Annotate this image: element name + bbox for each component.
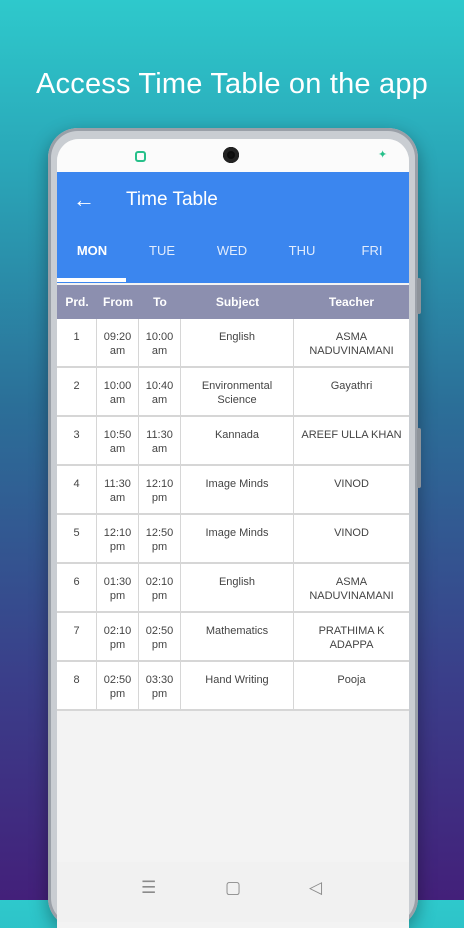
cell-period: 1 [57, 319, 97, 366]
cell-to: 12:10 pm [139, 466, 181, 513]
cell-from: 12:10 pm [97, 515, 139, 562]
table-row [57, 319, 409, 368]
day-tabs [57, 231, 409, 283]
cell-from: 02:10 pm [97, 613, 139, 660]
table-row [57, 466, 409, 515]
table-row [57, 368, 409, 417]
phone-frame [48, 128, 418, 928]
cell-from: 02:50 pm [97, 662, 139, 709]
cell-from: 10:50 am [97, 417, 139, 464]
cell-from: 11:30 am [97, 466, 139, 513]
cell-teacher: PRATHIMA K ADAPPA [318, 625, 385, 651]
cell-period: 8 [57, 662, 97, 709]
table-row [57, 613, 409, 662]
cell-to: 02:10 pm [139, 564, 181, 611]
cell-to: 12:50 pm [139, 515, 181, 562]
table-header [57, 285, 409, 319]
cell-subject: English [181, 319, 294, 366]
cell-teacher: Gayathri [330, 380, 373, 392]
tab-wed[interactable]: WED [216, 243, 248, 258]
cell-teacher: AREEF ULLA KHAN [301, 429, 402, 441]
header-subject: Subject [215, 295, 260, 309]
tab-fri[interactable]: FRI [361, 243, 383, 258]
cell-teacher: VINOD [334, 478, 369, 490]
tab-thu[interactable]: THU [288, 243, 316, 258]
cell-subject: Kannada [181, 417, 294, 464]
cell-period: 5 [57, 515, 97, 562]
cell-period: 6 [57, 564, 97, 611]
cell-from: 01:30 pm [97, 564, 139, 611]
header-teacher: Teacher [328, 295, 375, 309]
cell-to: 10:00 am [139, 319, 181, 366]
cell-to: 10:40 am [139, 368, 181, 415]
cell-subject: Image Minds [181, 466, 294, 513]
table-row [57, 662, 409, 711]
cell-to: 11:30 am [139, 417, 181, 464]
cell-period: 3 [57, 417, 97, 464]
cell-subject: English [181, 564, 294, 611]
app-bar [57, 172, 409, 231]
camera-icon [223, 147, 239, 163]
page-title: Time Table [126, 189, 218, 210]
cell-to: 02:50 pm [139, 613, 181, 660]
cell-subject: Mathematics [181, 613, 294, 660]
cell-period: 4 [57, 466, 97, 513]
active-tab-indicator [57, 278, 126, 282]
cell-period: 2 [57, 368, 97, 415]
battery-charging-icon: ✦ [378, 149, 388, 161]
volume-button [417, 278, 421, 314]
header-period: Prd. [65, 295, 89, 309]
app-indicator-icon [135, 151, 146, 162]
promo-headline: Access Time Table on the app [36, 68, 428, 100]
cell-subject: Hand Writing [181, 662, 294, 709]
cell-from: 10:00 am [97, 368, 139, 415]
tab-mon[interactable]: MON [76, 243, 108, 258]
cell-to: 03:30 pm [139, 662, 181, 709]
arrow-left-icon[interactable]: ← [73, 187, 95, 212]
system-nav-bar [57, 862, 409, 922]
menu-icon[interactable]: ☰ [141, 878, 157, 897]
cell-period: 7 [57, 613, 97, 660]
cell-teacher: Pooja [337, 674, 366, 686]
header-from: From [103, 295, 133, 309]
cell-teacher: VINOD [334, 527, 369, 539]
cell-subject: Environmental Science [181, 368, 294, 415]
table-row [57, 564, 409, 613]
cell-teacher: ASMA NADUVINAMANI [309, 331, 394, 357]
phone-screen [57, 139, 409, 928]
table-row [57, 515, 409, 564]
header-to: To [153, 295, 167, 309]
status-bar [57, 139, 409, 172]
cell-subject: Image Minds [181, 515, 294, 562]
table-row [57, 417, 409, 466]
cell-teacher: ASMA NADUVINAMANI [309, 576, 394, 602]
power-button [417, 428, 421, 488]
back-triangle-icon[interactable]: ◁ [309, 878, 323, 897]
tab-tue[interactable]: TUE [149, 243, 175, 258]
cell-from: 09:20 am [97, 319, 139, 366]
home-icon[interactable]: ▢ [225, 878, 242, 897]
